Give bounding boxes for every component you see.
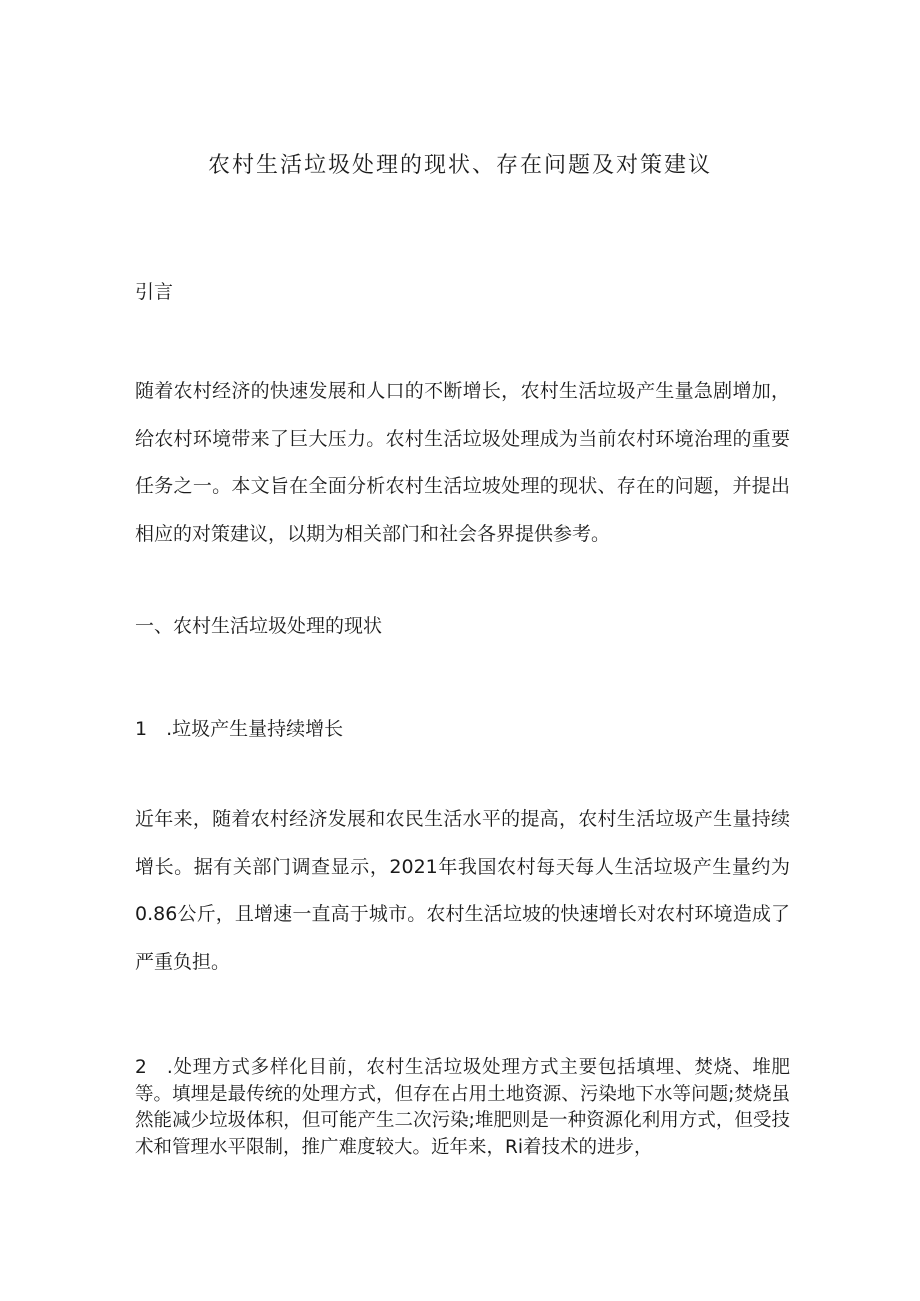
item-2-paragraph: 2 .处理方式多样化目前，农村生活垃圾处理方式主要包括填埋、焚烧、堆肥等。填埋是最传统的处理方式，但存在占用土地资源、污染地下水等问题;焚烧虽然能减少垃圾体积，但可能产生二次污染;堆肥则是一种资源化利用方式，但受技术和管理水平限制，推广难度较大。近年来，Ri着技术的进步，: [135, 1057, 790, 1158]
intro-paragraph: 随着农村经济的快速发展和人口的不断增长，农村生活垃圾产生量急剧增加，给农村环境带来了巨大压力。农村生活垃圾处理成为当前农村环境治理的重要任务之一。本文旨在全面分析农村生活垃坡处理的现状、存在的问题，并提出相应的对策建议，以期为相关部门和社会各界提供参考。: [135, 380, 790, 545]
item-1-paragraph: 近年来，随着农村经济发展和农民生活水平的提高，农村生活垃圾产生量持续增长。据有关部门调查显示，2021年我国农村每天每人生活垃圾产生量约为0.86公斤，且增速一直高于城市。农村生活垃坡的快速增长对农村环境造成了严重负担。: [135, 808, 790, 973]
item-1-heading: 1 .垃圾产生量持续增长: [135, 718, 344, 740]
intro-heading: 引言: [135, 281, 174, 303]
section-1-heading: 一、农村生活垃圾处理的现状: [135, 615, 383, 637]
document-title: 农村生活垃圾处理的现状、存在问题及对策建议: [207, 153, 712, 178]
